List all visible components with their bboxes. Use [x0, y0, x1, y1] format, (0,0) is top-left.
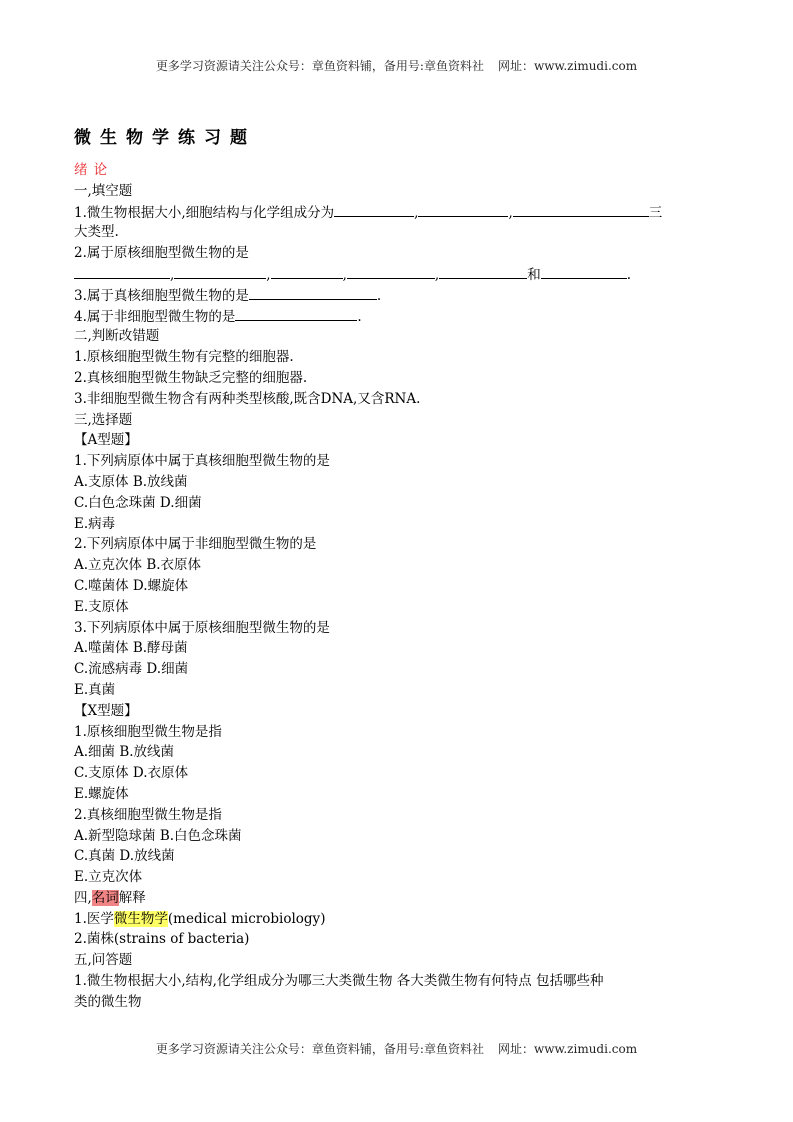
- question-1-cont: 大类型.: [74, 224, 119, 241]
- x-question-1: 1.原核细胞型微生物是指: [74, 723, 222, 740]
- period: .: [357, 308, 362, 325]
- separator: ,: [434, 266, 440, 283]
- page-header: [0, 58, 793, 74]
- answer-blank: [334, 202, 414, 217]
- answer-blank: [271, 264, 343, 279]
- answer-blank: [174, 264, 266, 279]
- option-line: A.新型隐球菌 B.白色念珠菌: [74, 827, 242, 844]
- option-line: A.噬菌体 B.酵母菌: [74, 640, 188, 657]
- separator: ,: [508, 204, 513, 221]
- question-1: [74, 202, 724, 223]
- option-line: E.真菌: [74, 681, 116, 698]
- footer-text: 更多学习资源请关注公众号：章鱼资料铺，备用号:章鱼资料社: [155, 1042, 484, 1056]
- separator: ,: [414, 204, 419, 221]
- option-line: C.真菌 D.放线菌: [74, 848, 175, 865]
- option-line: A.细菌 B.放线菌: [74, 744, 175, 761]
- option-line: A.立克次体 B.衣原体: [74, 557, 202, 574]
- question-text: 3.属于真核细胞型微生物的是: [74, 287, 249, 304]
- a-type-heading: 【A型题】: [74, 432, 138, 449]
- page-title: 微生物学练习题: [74, 128, 256, 148]
- option-line: E.支原体: [74, 598, 129, 615]
- term-english: (medical microbiology): [167, 910, 326, 927]
- option-line: E.螺旋体: [74, 785, 129, 802]
- period: .: [376, 287, 382, 304]
- answer-blank: [347, 264, 435, 279]
- separator: ,: [170, 266, 175, 283]
- answer-blank: [513, 202, 649, 217]
- qa-question-1-cont: 类的微生物: [74, 993, 142, 1010]
- x-type-heading: 【X型题】: [74, 702, 138, 719]
- a-question-3: 3.下列病原体中属于原核细胞型微生物的是: [74, 619, 330, 636]
- qa-heading: 五,问答题: [74, 952, 133, 969]
- answer-blank: [418, 202, 508, 217]
- x-question-2: 2.真核细胞型微生物是指: [74, 806, 222, 823]
- highlighted-word: 微生物学: [113, 910, 168, 927]
- answer-blank: [249, 285, 377, 300]
- option-line: C.支原体 D.衣原体: [74, 765, 189, 782]
- separator: ,: [266, 266, 271, 283]
- header-text: 更多学习资源请关注公众号：章鱼资料铺，备用号:章鱼资料社: [155, 59, 484, 73]
- option-line: A.支原体 B.放线菌: [74, 473, 188, 490]
- header-url[interactable]: 网址：www.zimudi.com: [497, 59, 638, 73]
- page-footer: [0, 1041, 793, 1057]
- conjunction: 和: [527, 266, 541, 283]
- question-text: 1.微生物根据大小,细胞结构与化学组成分为: [74, 204, 335, 221]
- heading-prefix: 四,: [74, 889, 92, 906]
- answer-blank: [439, 264, 527, 279]
- option-line: C.流感病毒 D.细菌: [74, 661, 189, 678]
- qa-question-1: 1.微生物根据大小,结构,化学组成分为哪三大类微生物 各大类微生物有何特点 包括哪些种: [74, 973, 604, 990]
- highlighted-word: 名词: [91, 889, 119, 906]
- answer-blank: [235, 306, 357, 321]
- answer-blank: [541, 264, 627, 279]
- a-question-1: 1.下列病原体中属于真核细胞型微生物的是: [74, 453, 330, 470]
- option-line: C.白色念珠菌 D.细菌: [74, 494, 202, 511]
- question-3: [74, 285, 724, 306]
- question-4: [74, 306, 724, 327]
- choice-heading: 三,选择题: [74, 411, 133, 428]
- term-2: 2.菌株(strains of bacteria): [74, 931, 250, 948]
- footer-url[interactable]: 网址：www.zimudi.com: [497, 1042, 638, 1056]
- option-line: E.病毒: [74, 515, 116, 532]
- judge-3: 3.非细胞型微生物含有两种类型核酸,既含DNA,又含RNA.: [74, 390, 421, 407]
- judge-1: 1.原核细胞型微生物有完整的细胞器.: [74, 349, 294, 366]
- document-body: [74, 160, 724, 1013]
- true-false-heading: 二,判断改错题: [74, 328, 160, 345]
- term-1: [74, 909, 724, 930]
- option-line: C.噬菌体 D.螺旋体: [74, 577, 189, 594]
- question-text: 4.属于非细胞型微生物的是: [74, 308, 236, 325]
- a-question-2: 2.下列病原体中属于非细胞型微生物的是: [74, 536, 317, 553]
- period: .: [626, 266, 631, 283]
- terms-heading: [74, 888, 724, 909]
- section-heading: 绪论: [74, 162, 113, 178]
- question-2: 2.属于原核细胞型微生物的是: [74, 245, 249, 262]
- fill-in-heading: 一,填空题: [74, 182, 133, 199]
- question-2-blanks: [74, 264, 724, 285]
- judge-2: 2.真核细胞型微生物缺乏完整的细胞器.: [74, 369, 308, 386]
- heading-suffix: 解释: [118, 889, 146, 906]
- term-prefix: 1.医学: [74, 910, 114, 927]
- option-line: E.立克次体: [74, 869, 143, 886]
- question-text: 三: [648, 204, 663, 221]
- separator: ,: [342, 266, 347, 283]
- answer-blank: [74, 264, 170, 279]
